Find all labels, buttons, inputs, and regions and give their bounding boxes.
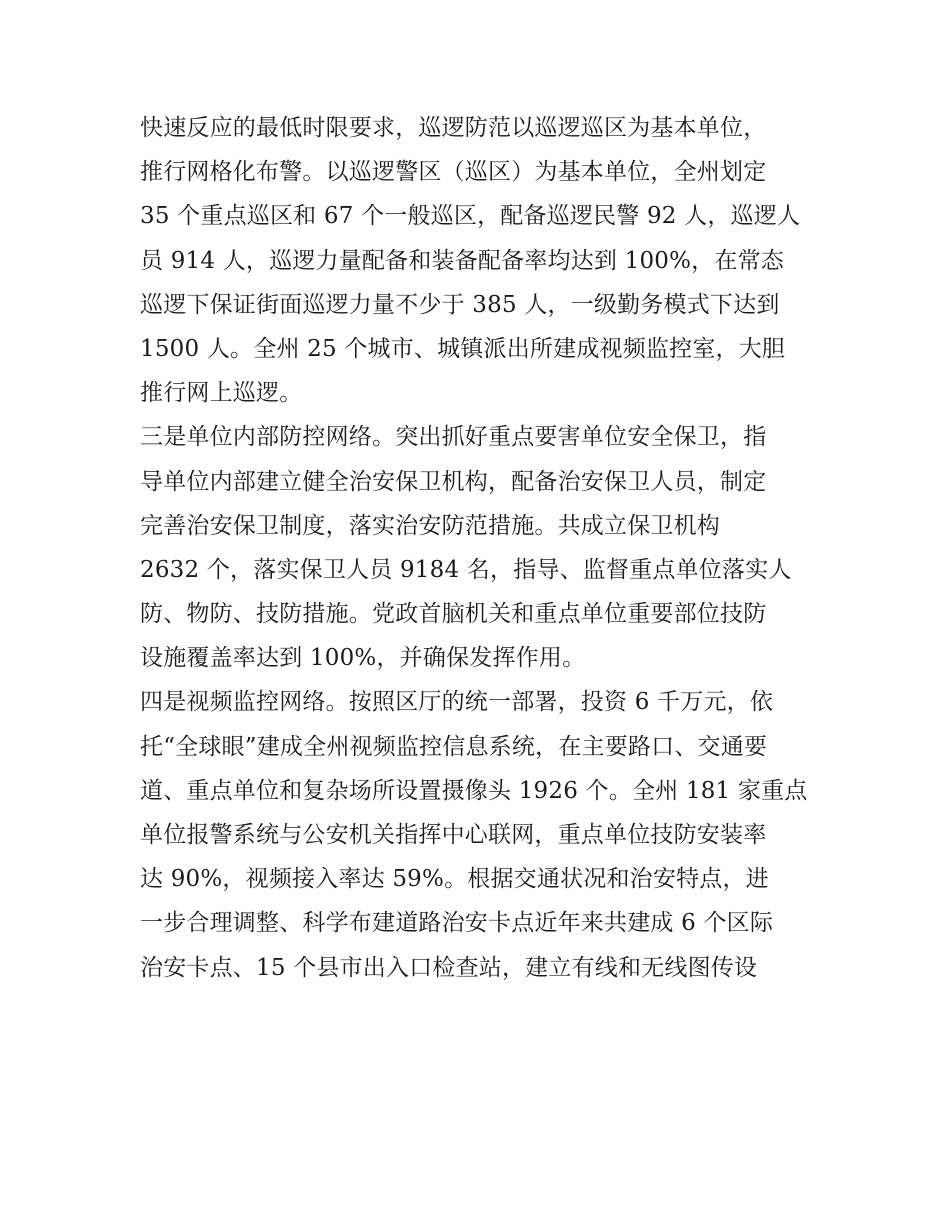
text-line: 托“全球眼”建成全州视频监控信息系统，在主要路口、交通要 — [140, 733, 768, 760]
text-line: 设施覆盖率达到 100%，并确保发挥作用。 — [140, 645, 586, 672]
text-line: 道、重点单位和复杂场所设置摄像头 1926 个。全州 181 家重点 — [140, 777, 808, 804]
body-text — [140, 106, 820, 990]
text-line: 一步合理调整、科学布建道路治安卡点近年来共建成 6 个区际 — [140, 910, 774, 937]
text-line: 单位报警系统与公安机关指挥中心联网，重点单位技防安装率 — [140, 822, 767, 848]
text-line: 推行网格化布警。以巡逻警区（巡区）为基本单位，全州划定 — [140, 159, 767, 186]
text-line: 三是单位内部防控网络。突出抓好重点要害单位安全保卫，指 — [140, 424, 767, 451]
text-line: 四是视频监控网络。按照区厅的统一部署，投资 6 千万元，依 — [140, 689, 774, 716]
text-line: 1500 人。全州 25 个城市、城镇派出所建成视频监控室，大胆 — [140, 335, 786, 362]
text-line: 防、物防、技防措施。党政首脑机关和重点单位重要部位技防 — [140, 601, 767, 628]
text-line: 导单位内部建立健全治安保卫机构，配备治安保卫人员，制定 — [140, 468, 767, 495]
text-line: 达 90%，视频接入率达 59%。根据交通状况和治安特点，进 — [140, 866, 769, 893]
text-line: 治安卡点、15 个县市出入口检查站，建立有线和无线图传设 — [140, 954, 758, 981]
text-line: 快速反应的最低时限要求，巡逻防范以巡逻巡区为基本单位， — [140, 115, 767, 141]
text-line: 推行网上巡逻。 — [140, 380, 303, 407]
text-line: 完善治安保卫制度，落实治安防范措施。共成立保卫机构 — [140, 512, 720, 539]
text-line: 员 914 人，巡逻力量配备和装备配备率均达到 100%，在常态 — [140, 247, 784, 274]
text-line: 35 个重点巡区和 67 个一般巡区，配备巡逻民警 92 人，巡逻人 — [140, 203, 801, 230]
text-line: 巡逻下保证街面巡逻力量不少于 385 人，一级勤务模式下达到 — [140, 291, 780, 318]
text-line: 2632 个，落实保卫人员 9184 名，指导、监督重点单位落实人 — [140, 556, 792, 583]
